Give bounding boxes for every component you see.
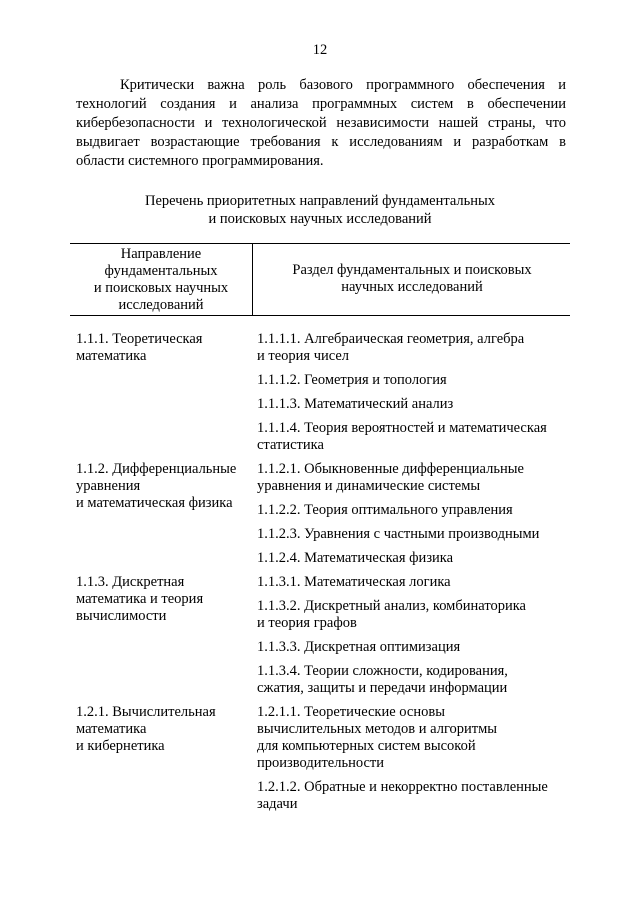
direction-line: 1.1.1. Теоретическая <box>76 331 203 347</box>
caption-line-2: и поисковых научных исследований <box>208 211 432 227</box>
section-line: и теория графов <box>257 615 357 631</box>
section-item <box>257 420 567 454</box>
header-direction-line: фундаментальных <box>104 263 218 279</box>
direction-line: математика и теория <box>76 591 204 607</box>
direction-line: 1.1.3. Дискретная <box>76 574 185 590</box>
section-item <box>257 663 567 697</box>
section-item <box>257 372 567 389</box>
header-section-line: научных исследований <box>341 279 483 295</box>
direction-line: 1.1.2. Дифференциальные <box>76 461 237 477</box>
section-line: 1.1.1.2. Геометрия и топология <box>257 372 447 388</box>
section-list <box>257 331 567 454</box>
section-item <box>257 461 567 495</box>
section-line: 1.2.1.2. Обратные и некорректно поставленные <box>257 779 548 795</box>
section-line: сжатия, защиты и передачи информации <box>257 680 508 696</box>
section-item <box>257 331 567 365</box>
section-item <box>257 526 567 543</box>
section-line: уравнения и динамические системы <box>257 478 481 494</box>
section-line: 1.2.1.1. Теоретические основы <box>257 704 445 720</box>
intro-paragraph: Критически важна роль базового программного обеспечения и технологий создания и анализа программных систем в обеспечении кибербезопасности и технологической независимости нашей страны, что выдвигает возрастающие требования к исследованиям и разработкам в области системного программирования. <box>76 77 566 169</box>
section-line: 1.1.1.3. Математический анализ <box>257 396 454 412</box>
direction-line: уравнения <box>76 478 141 494</box>
section-line: и теория чисел <box>257 348 350 364</box>
section-item <box>257 502 567 519</box>
table-row-group <box>0 574 640 697</box>
section-item <box>257 396 567 413</box>
header-direction-line: Направление <box>120 246 202 262</box>
section-line: 1.1.2.1. Обыкновенные дифференциальные <box>257 461 524 477</box>
table-row-group <box>0 461 640 567</box>
section-line: 1.1.3.2. Дискретный анализ, комбинаторика <box>257 598 526 614</box>
header-section-line: Раздел фундаментальных и поисковых <box>292 262 532 278</box>
section-item <box>257 639 567 656</box>
header-direction-line: исследований <box>118 297 204 313</box>
header-section <box>254 262 570 296</box>
section-line: вычислительных методов и алгоритмы <box>257 721 498 737</box>
header-direction <box>70 244 253 315</box>
direction-line: и кибернетика <box>76 738 165 754</box>
direction-line: 1.2.1. Вычислительная <box>76 704 216 720</box>
section-item <box>257 779 567 813</box>
table-body <box>0 331 640 820</box>
section-line: 1.1.3.1. Математическая логика <box>257 574 451 590</box>
section-list <box>257 704 567 813</box>
section-item <box>257 598 567 632</box>
section-list <box>257 574 567 697</box>
table-caption <box>0 192 640 228</box>
section-line: 1.1.1.1. Алгебраическая геометрия, алгебра <box>257 331 525 347</box>
direction-cell <box>76 574 256 625</box>
section-line: производительности <box>257 755 384 771</box>
direction-cell <box>76 461 256 512</box>
direction-line: и математическая физика <box>76 495 233 511</box>
section-line: для компьютерных систем высокой <box>257 738 476 754</box>
section-line: статистика <box>257 437 324 453</box>
section-item <box>257 550 567 567</box>
section-line: 1.1.3.4. Теории сложности, кодирования, <box>257 663 508 679</box>
section-line: 1.1.2.4. Математическая физика <box>257 550 454 566</box>
section-item <box>257 574 567 591</box>
section-line: задачи <box>257 796 298 812</box>
table-row-group <box>0 704 640 813</box>
direction-line: вычислимости <box>76 608 167 624</box>
direction-cell <box>76 331 256 365</box>
section-line: 1.1.2.2. Теория оптимального управления <box>257 502 513 518</box>
section-line: 1.1.2.3. Уравнения с частными производными <box>257 526 540 542</box>
header-direction-line: и поисковых научных <box>93 280 229 296</box>
direction-line: математика <box>76 348 147 364</box>
section-line: 1.1.3.3. Дискретная оптимизация <box>257 639 461 655</box>
section-line: 1.1.1.4. Теория вероятностей и математическая <box>257 420 547 436</box>
direction-cell <box>76 704 256 755</box>
table-header <box>70 243 570 316</box>
table-row-group <box>0 331 640 454</box>
page-number: 12 <box>312 42 328 58</box>
caption-line-1: Перечень приоритетных направлений фундаментальных <box>144 193 496 209</box>
section-item <box>257 704 567 772</box>
direction-line: математика <box>76 721 147 737</box>
section-list <box>257 461 567 567</box>
